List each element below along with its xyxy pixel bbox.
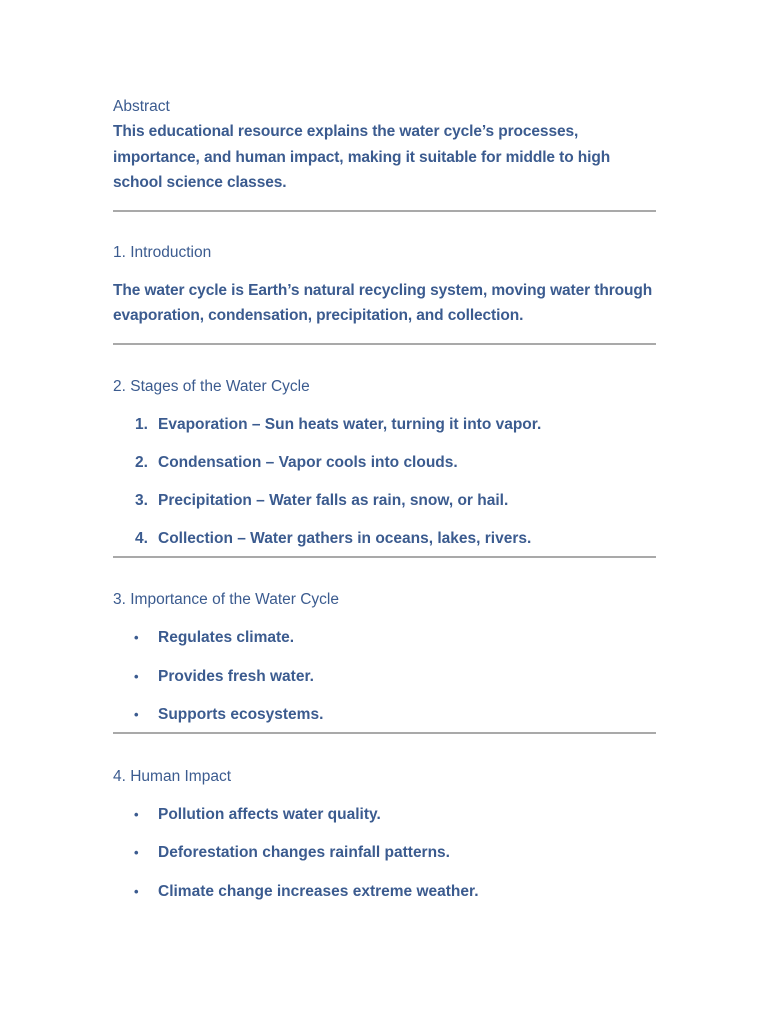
bullet-icon: • [134,845,139,861]
section-divider [113,210,656,212]
list-number: 4. [135,530,148,548]
list-item [113,666,656,704]
list-item [113,490,656,528]
list-item [113,414,656,452]
list-item-text: Collection – Water gathers in oceans, lakes, rivers. [158,530,532,548]
bullet-icon: • [134,668,139,684]
document-content [113,94,656,919]
introduction-body: The water cycle is Earth’s natural recycling system, moving water through evaporation, condensation, precipitation, and collection. [113,281,653,324]
stages-list [113,414,656,557]
section-divider [113,556,656,558]
list-item-text: Deforestation changes rainfall patterns. [158,844,450,862]
human-impact-list [113,804,656,919]
list-item-text: Regulates climate. [158,629,295,647]
list-number: 1. [135,415,148,433]
list-item-text: Pollution affects water quality. [158,805,381,823]
list-item [113,842,656,880]
importance-heading: 3. Importance of the Water Cycle [113,591,339,609]
list-item [113,881,656,919]
list-item [113,452,656,490]
stages-heading: 2. Stages of the Water Cycle [113,377,310,395]
section-divider [113,732,656,734]
bullet-icon: • [134,630,139,646]
importance-list [113,627,656,732]
section-divider [113,343,656,345]
bullet-icon: • [134,883,139,899]
abstract-heading: Abstract [113,98,170,115]
list-item-text: Climate change increases extreme weather. [158,882,479,900]
list-item [113,804,656,842]
list-item [113,627,656,665]
list-item-text: Provides fresh water. [158,667,314,685]
bullet-icon: • [134,706,139,722]
list-item-text: Condensation – Vapor cools into clouds. [158,453,458,471]
list-item-text: Supports ecosystems. [158,705,324,723]
list-item-text: Precipitation – Water falls as rain, snow, or hail. [158,492,509,510]
bullet-icon: • [134,806,139,822]
list-item [113,528,656,556]
introduction-heading: 1. Introduction [113,243,212,261]
list-number: 3. [135,492,148,510]
list-number: 2. [135,453,148,471]
human-impact-heading: 4. Human Impact [113,767,232,785]
list-item [113,704,656,732]
list-item-text: Evaporation – Sun heats water, turning it into vapor. [158,415,542,433]
abstract-body: This educational resource explains the water cycle’s processes, importance, and human impact, making it suitable for middle to high school science classes. [113,123,611,191]
